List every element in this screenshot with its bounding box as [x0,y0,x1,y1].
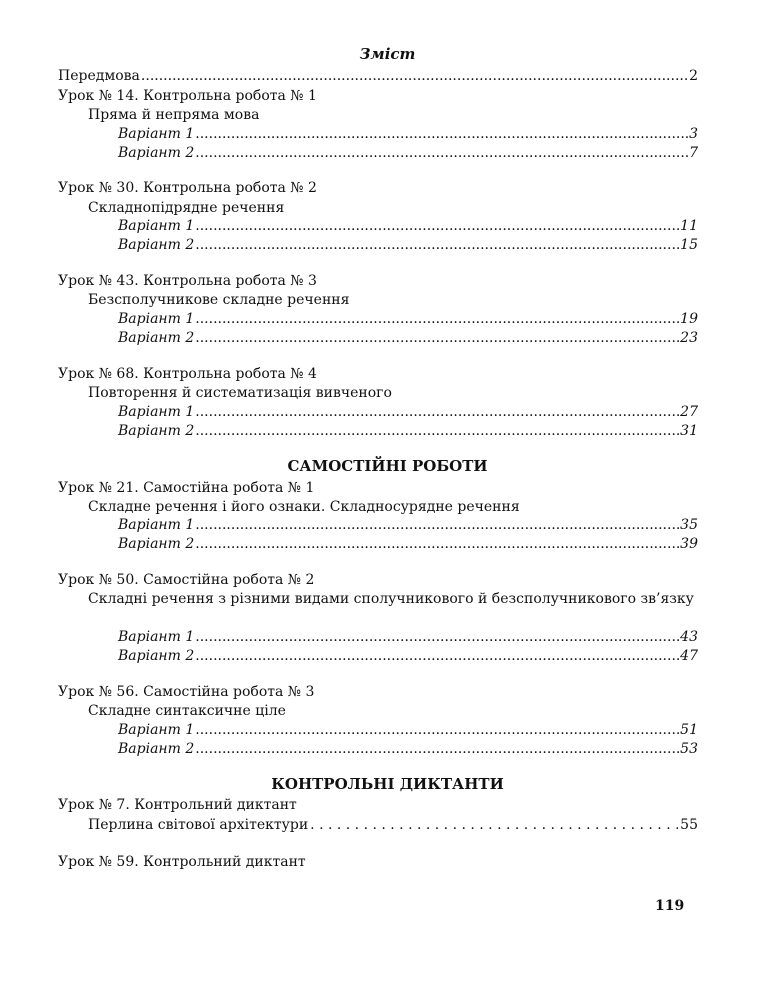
variant-label: Варіант 1 [118,311,195,327]
entry-page: 39 [680,536,698,552]
variant-entry [118,328,698,348]
variant-entry [118,235,698,255]
leader-dots [195,646,679,666]
variant-label: Варіант 2 [118,648,195,664]
entry-page: 31 [680,423,698,439]
lesson-heading: Урок № 43. Контрольна робота № 3 [58,273,317,289]
lesson-heading: Урок № 68. Контрольна робота № 4 [58,366,317,382]
entry-page: 51 [680,722,698,738]
entry-page: 53 [680,741,698,757]
lesson-topic: Безсполучникове складне речення [88,292,350,308]
variant-label: Варіант 1 [118,404,195,420]
lesson-heading: Урок № 56. Самостійна робота № 3 [58,684,315,700]
leader-dots [195,124,688,144]
variant-label: Варіант 1 [118,517,195,533]
page-number: 119 [655,898,685,914]
lesson-topic: Пряма й непряма мова [88,107,260,123]
variant-label: Варіант 2 [118,145,195,161]
variant-entry [118,309,698,329]
leader-dots [195,328,679,348]
variant-entry [118,216,698,236]
variant-entry [118,720,698,740]
variant-entry [118,627,698,647]
variant-label: Варіант 1 [118,218,195,234]
entry-page: 23 [680,330,698,346]
leader-dots [195,216,679,236]
lesson-topic: Складнопідрядне речення [88,200,285,216]
entry-page: 7 [689,145,698,161]
lesson-heading: Урок № 50. Самостійна робота № 2 [58,572,315,588]
entry-page: 35 [680,517,698,533]
leader-dots [195,534,679,554]
section-heading-dictations: КОНТРОЛЬНІ ДИКТАНТИ [271,775,504,793]
lesson-topic: Складне речення і його ознаки. Складносурядне речення [88,499,520,515]
lesson-topic: Складні речення з різними видами сполучникового й безсполучникового зв’язку [88,591,694,607]
entry-page: 43 [680,629,698,645]
leader-dots [195,402,679,422]
leader-dots [195,720,679,740]
variant-label: Варіант 1 [118,722,195,738]
leader-dots [195,143,688,163]
leader-dots [195,309,679,329]
entry-page: 3 [689,126,698,142]
entry-page: 27 [680,404,698,420]
toc-entry-preface [58,66,698,86]
variant-label: Варіант 2 [118,536,195,552]
leader-dots [310,815,678,835]
variant-entry [118,515,698,535]
entry-page: 11 [680,218,698,234]
entry-page: 15 [680,237,698,253]
lesson-heading: Урок № 21. Самостійна робота № 1 [58,480,315,496]
lesson-heading: Урок № 7. Контрольний диктант [58,797,297,813]
variant-entry [118,143,698,163]
variant-label: Варіант 1 [118,629,195,645]
toc-title: Зміст [359,45,416,63]
lesson-topic: Повторення й систематизація вивченого [88,385,392,401]
variant-entry [118,124,698,144]
leader-dots [195,739,679,759]
entry-page: 55 [680,817,698,833]
lesson-heading: Урок № 14. Контрольна робота № 1 [58,88,317,104]
variant-label: Варіант 2 [118,741,195,757]
variant-label: Варіант 2 [118,237,195,253]
entry-page: 47 [680,648,698,664]
lesson-topic: Складне синтаксичне ціле [88,703,286,719]
entry-page: 19 [680,311,698,327]
variant-entry [118,739,698,759]
variant-entry [118,534,698,554]
entry-page: 2 [689,68,698,84]
leader-dots [195,235,679,255]
variant-entry [118,421,698,441]
variant-entry [118,402,698,422]
variant-entry [118,646,698,666]
dictation-entry [88,815,698,835]
leader-dots [195,515,679,535]
section-heading-independent: САМОСТІЙНІ РОБОТИ [287,457,488,475]
variant-label: Варіант 1 [118,126,195,142]
leader-dots [141,66,688,86]
entry-label: Перлина світової архітектури [88,817,309,833]
lesson-heading: Урок № 59. Контрольний диктант [58,854,306,870]
entry-label: Передмова [58,68,140,84]
leader-dots [195,421,679,441]
variant-label: Варіант 2 [118,330,195,346]
lesson-heading: Урок № 30. Контрольна робота № 2 [58,180,317,196]
variant-label: Варіант 2 [118,423,195,439]
leader-dots [195,627,679,647]
